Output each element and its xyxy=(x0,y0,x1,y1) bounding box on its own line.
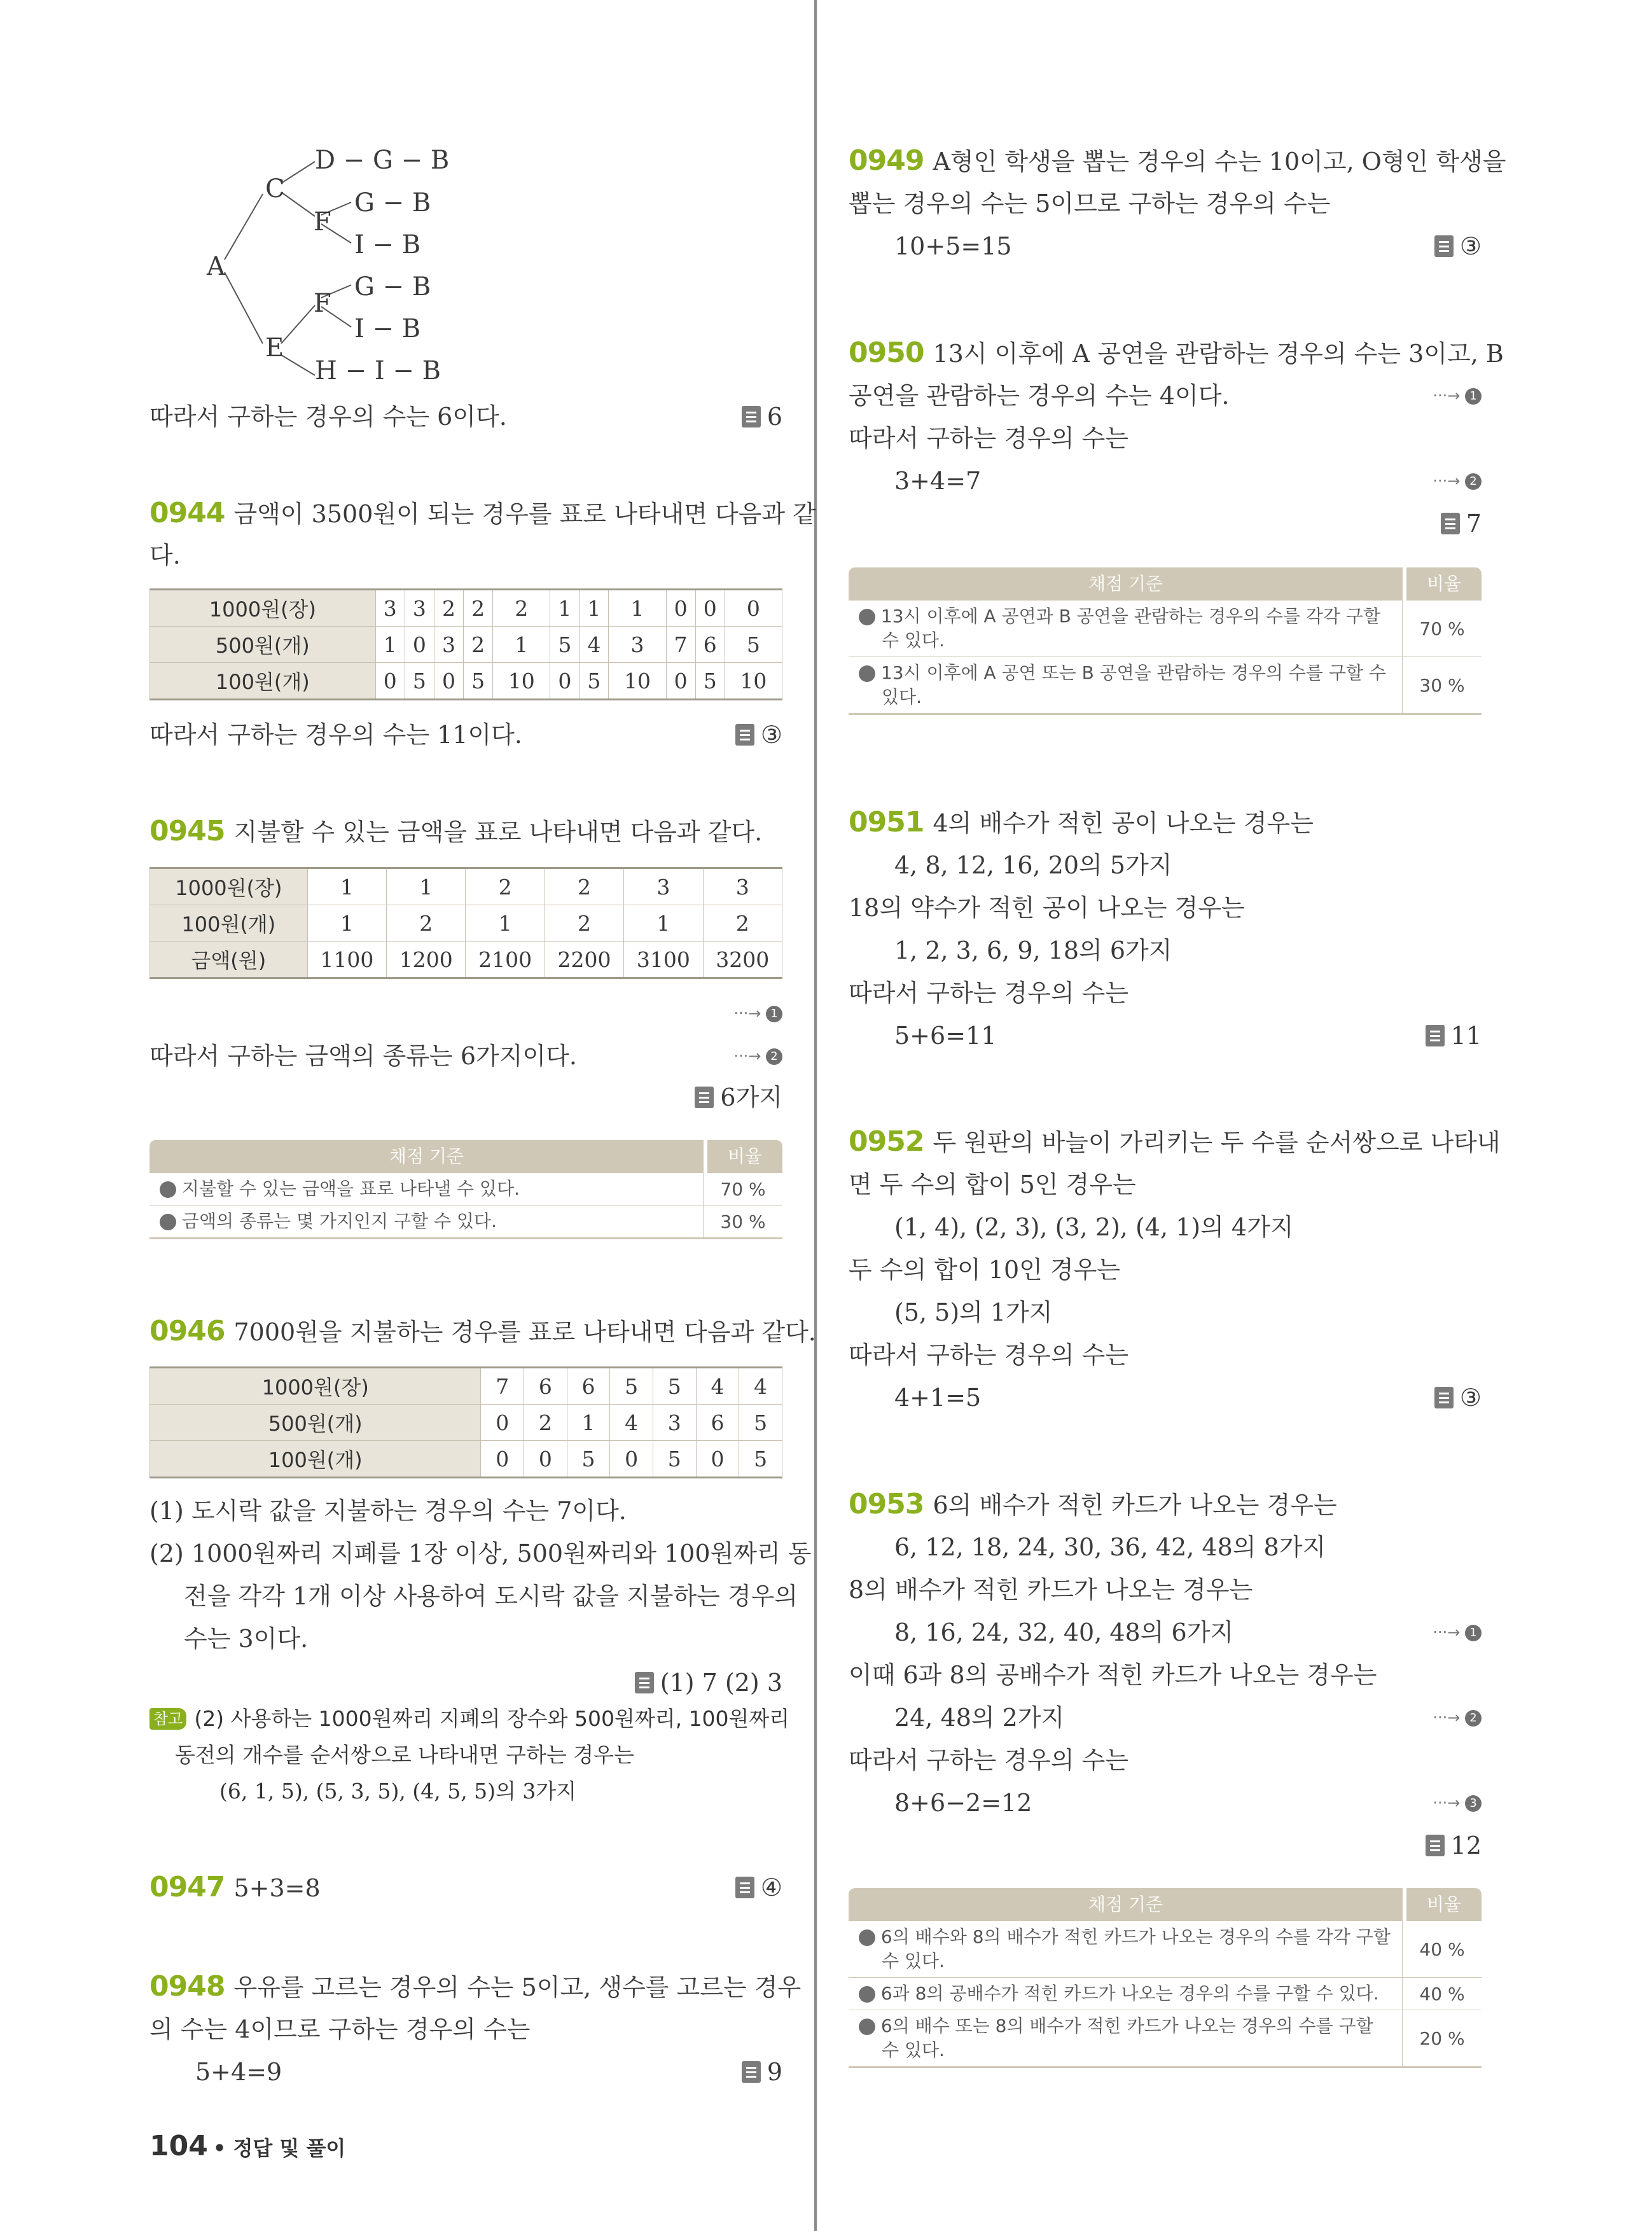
answer-icon xyxy=(742,406,761,427)
table-cell: 5 xyxy=(653,1368,696,1405)
table-cell: 10 xyxy=(725,663,782,700)
table-cell: 7 xyxy=(666,627,695,663)
table-cell: 0 xyxy=(725,590,782,627)
q0953-text: 24, 48의 2가지 xyxy=(894,1704,1065,1732)
table-cell: 2 xyxy=(434,590,463,627)
problem-number: 0950 xyxy=(849,337,924,369)
answer-icon xyxy=(1434,235,1454,257)
q0944-text: 0944 금액이 3500원이 되는 경우를 표로 나타내면 다음과 같 xyxy=(149,497,816,529)
tree-diagram xyxy=(188,134,633,394)
q0949-text: 0949 A형인 학생을 뽑는 경우의 수는 10이고, O형인 학생을 xyxy=(849,144,1506,177)
step-marker: ···→ 2 xyxy=(733,1040,782,1072)
q0953-answer: 12 xyxy=(1426,1830,1482,1861)
scoring-row: 2 6과 8의 공배수가 적힌 카드가 나오는 경우의 수를 구할 수 있다. 40 % xyxy=(849,1978,1482,2010)
scoring-header: 채점 기준 xyxy=(849,1888,1403,1921)
table-cell: 2 xyxy=(387,905,466,942)
q0945-answer: 6가지 xyxy=(695,1081,782,1113)
table-cell: 3 xyxy=(624,868,703,905)
table-cell: 1 xyxy=(609,590,666,627)
scoring-row: 2 13시 이후에 A 공연 또는 B 공연을 관람하는 경우의 수를 구할 수 있다. 30 % xyxy=(849,657,1482,715)
table-cell: 2 xyxy=(703,905,782,942)
column-divider xyxy=(814,0,817,2231)
scoring-row: 1 지불할 수 있는 금액을 표로 나타낼 수 있다. 70 % xyxy=(149,1173,782,1206)
table-cell: 0 xyxy=(610,1441,653,1478)
table-cell: 0 xyxy=(481,1405,524,1441)
ratio-header: 비율 xyxy=(1406,567,1482,601)
table-cell: 4 xyxy=(580,627,609,663)
q0952-text: (5, 5)의 1가지 xyxy=(894,1298,1053,1326)
step-marker: ···→ 2 xyxy=(1433,465,1482,497)
q0950-text: 따라서 구하는 경우의 수는 xyxy=(849,424,1129,452)
step-marker: ···→ 2 xyxy=(1433,1702,1482,1734)
problem-number: 0953 xyxy=(849,1488,924,1520)
problem-number: 0948 xyxy=(149,1970,225,2003)
note-badge: 참고 xyxy=(149,1708,186,1730)
table-cell: 1100 xyxy=(307,942,386,978)
table-cell: 1 xyxy=(567,1405,610,1441)
table-cell: 2 xyxy=(524,1405,567,1441)
scoring-row: 1 6의 배수와 8의 배수가 적힌 카드가 나오는 경우의 수를 각각 구할 수 있다. 40 % xyxy=(849,1921,1482,1978)
answer-icon xyxy=(1426,1025,1445,1046)
table-cell: 3 xyxy=(434,627,463,663)
q0946-part2: (2) 1000원짜리 지폐를 1장 이상, 500원짜리와 100원짜리 동 xyxy=(149,1539,812,1567)
table-cell: 1 xyxy=(375,627,405,663)
table-cell: 0 xyxy=(666,663,695,700)
scoring-header: 채점 기준 xyxy=(849,567,1403,601)
step-marker: ···→ 1 xyxy=(1433,1616,1482,1648)
tree-path: D − G − B xyxy=(315,146,450,175)
q0952-text: 두 수의 합이 10인 경우는 xyxy=(849,1256,1121,1284)
problem-number: 0949 xyxy=(849,144,924,177)
table-cell: 2 xyxy=(545,905,623,942)
tree-node-f: F xyxy=(314,289,331,318)
row-header: 500원(개) xyxy=(150,1405,481,1441)
table-cell: 5 xyxy=(580,663,609,700)
left-column xyxy=(149,0,816,2231)
tree-path: I − B xyxy=(354,314,421,344)
q0951-text: 18의 약수가 적힌 공이 나오는 경우는 xyxy=(849,894,1245,922)
table-cell: 5 xyxy=(464,663,493,700)
row-header: 1000원(장) xyxy=(150,868,308,905)
table-cell: 2 xyxy=(464,627,493,663)
table-cell: 3 xyxy=(653,1405,696,1441)
table-cell: 1 xyxy=(550,590,580,627)
table-cell: 6 xyxy=(695,627,725,663)
table-cell: 1 xyxy=(387,868,466,905)
table-cell: 0 xyxy=(481,1441,524,1478)
table-cell: 3 xyxy=(405,590,434,627)
q0947-text: 0947 5+3=8 xyxy=(149,1871,321,1903)
table-cell: 2 xyxy=(464,590,493,627)
table-cell: 1 xyxy=(493,627,550,663)
table-cell: 2 xyxy=(493,590,550,627)
answer-icon xyxy=(735,1877,754,1898)
table-cell: 5 xyxy=(695,663,725,700)
table-cell: 10 xyxy=(609,663,666,700)
q0945-table xyxy=(149,867,782,979)
q0953-text: 8의 배수가 적힌 카드가 나오는 경우는 xyxy=(849,1576,1253,1604)
q0946-note: 참고 (2) 사용하는 1000원짜리 지폐의 장수와 500원짜리, 100원짜리 xyxy=(149,1701,789,1737)
table-cell: 5 xyxy=(739,1441,782,1478)
q0948-answer: 9 xyxy=(742,2056,782,2088)
q0951-text: 0951 4의 배수가 적힌 공이 나오는 경우는 xyxy=(849,806,1314,838)
answer-icon xyxy=(1434,1387,1454,1408)
tree-path: I − B xyxy=(354,230,421,260)
q0949-answer: ③ xyxy=(1434,230,1482,262)
step-marker: ···→ 1 xyxy=(733,997,782,1029)
table-cell: 5 xyxy=(405,663,434,700)
q0951-text: 1, 2, 3, 6, 9, 18의 6가지 xyxy=(894,936,1172,964)
table-cell: 0 xyxy=(696,1441,739,1478)
q0946-part2: 수는 3이다. xyxy=(184,1625,309,1653)
tree-path: G − B xyxy=(354,188,431,218)
row-header: 1000원(장) xyxy=(150,590,376,627)
q0953-text: 8, 16, 24, 32, 40, 48의 6가지 xyxy=(894,1618,1234,1646)
table-row xyxy=(150,905,782,942)
tree-answer: 6 xyxy=(742,401,782,433)
table-cell: 1 xyxy=(466,905,545,942)
step-marker: ···→ 3 xyxy=(1433,1787,1482,1819)
page-footer xyxy=(149,2130,345,2162)
tree-root: A xyxy=(207,252,225,281)
q0950-text: 공연을 관람하는 경우의 수는 4이다. xyxy=(849,382,1230,410)
table-cell: 6 xyxy=(524,1368,567,1405)
problem-number: 0951 xyxy=(849,806,924,838)
q0952-text: 따라서 구하는 경우의 수는 xyxy=(849,1341,1129,1369)
q0953-text: 따라서 구하는 경우의 수는 xyxy=(849,1746,1129,1774)
table-cell: 3 xyxy=(375,590,405,627)
table-cell: 7 xyxy=(481,1368,524,1405)
problem-number: 0946 xyxy=(149,1315,225,1347)
q0944-conclusion: 따라서 구하는 경우의 수는 11이다. xyxy=(149,721,522,749)
answer-icon xyxy=(735,724,754,746)
table-cell: 4 xyxy=(696,1368,739,1405)
table-cell: 2 xyxy=(466,868,545,905)
q0945-conclusion: 따라서 구하는 금액의 종류는 6가지이다. xyxy=(149,1042,577,1070)
q0948-text: 의 수는 4이므로 구하는 경우의 수는 xyxy=(149,2015,531,2043)
table-row xyxy=(150,590,782,627)
table-cell: 0 xyxy=(434,663,463,700)
problem-number: 0945 xyxy=(149,815,225,847)
tree-path: H − I − B xyxy=(315,356,441,386)
row-header: 금액(원) xyxy=(150,942,308,978)
ratio-header: 비율 xyxy=(1406,1888,1482,1921)
q0953-equation: 8+6−2=12 xyxy=(894,1789,1032,1817)
q0948-equation: 5+4=9 xyxy=(195,2058,282,2086)
q0944-table xyxy=(149,588,782,700)
table-row xyxy=(150,868,782,905)
q0948-text: 0948 우유를 고르는 경우의 수는 5이고, 생수를 고르는 경우 xyxy=(149,1970,802,2003)
q0944-answer: ③ xyxy=(735,719,782,751)
answer-icon xyxy=(1441,513,1460,534)
scoring-row: 1 13시 이후에 A 공연과 B 공연을 관람하는 경우의 수를 각각 구할 수 있다. 70 % xyxy=(849,601,1482,657)
table-cell: 5 xyxy=(725,627,782,663)
table-cell: 6 xyxy=(567,1368,610,1405)
tree-node-c: C xyxy=(265,174,285,204)
table-row xyxy=(150,1405,782,1441)
q0953-scoring-table xyxy=(849,1888,1482,2068)
ratio-header: 비율 xyxy=(707,1140,782,1173)
q0946-answer: (1) 7 (2) 3 xyxy=(635,1667,782,1699)
q0949-text: 뽑는 경우의 수는 5이므로 구하는 경우의 수는 xyxy=(849,190,1331,218)
q0946-part2: 전을 각각 1개 이상 사용하여 도시락 값을 지불하는 경우의 xyxy=(184,1582,798,1610)
q0946-note: (6, 1, 5), (5, 3, 5), (4, 5, 5)의 3가지 xyxy=(219,1779,577,1804)
table-cell: 0 xyxy=(695,590,725,627)
q0953-text: 6, 12, 18, 24, 30, 36, 42, 48의 8가지 xyxy=(894,1533,1326,1561)
table-cell: 5 xyxy=(739,1405,782,1441)
q0952-text: (1, 4), (2, 3), (3, 2), (4, 1)의 4가지 xyxy=(894,1213,1294,1241)
table-cell: 3 xyxy=(609,627,666,663)
table-cell: 4 xyxy=(610,1405,653,1441)
table-row xyxy=(150,942,782,978)
table-cell: 6 xyxy=(696,1405,739,1441)
row-header: 100원(개) xyxy=(150,1441,481,1478)
row-header: 100원(개) xyxy=(150,905,308,942)
answer-icon xyxy=(742,2061,761,2083)
q0953-text: 이때 6과 8의 공배수가 적힌 카드가 나오는 경우는 xyxy=(849,1661,1377,1689)
tree-path: G − B xyxy=(354,272,431,302)
table-cell: 2100 xyxy=(466,942,545,978)
table-cell: 1 xyxy=(624,905,703,942)
answer-icon xyxy=(635,1672,654,1693)
table-cell: 0 xyxy=(666,590,695,627)
footer-title: • 정답 및 풀이 xyxy=(212,2136,346,2160)
table-cell: 10 xyxy=(493,663,550,700)
scoring-row: 2 금액의 종류는 몇 가지인지 구할 수 있다. 30 % xyxy=(149,1206,782,1239)
tree-node-f: F xyxy=(314,207,331,237)
problem-number: 0944 xyxy=(149,497,225,529)
q0946-note: 동전의 개수를 순서쌍으로 나타내면 구하는 경우는 xyxy=(175,1742,634,1767)
q0944-text: 다. xyxy=(149,541,181,569)
q0945-scoring-table xyxy=(149,1140,782,1239)
q0951-answer: 11 xyxy=(1426,1020,1482,1052)
q0950-equation: 3+4=7 xyxy=(894,467,982,495)
page-number: 104 xyxy=(149,2130,208,2162)
table-cell: 0 xyxy=(524,1441,567,1478)
table-cell: 3200 xyxy=(703,942,782,978)
q0951-text: 4, 8, 12, 16, 20의 5가지 xyxy=(894,851,1172,879)
table-cell: 0 xyxy=(550,663,580,700)
q0945-text: 0945 지불할 수 있는 금액을 표로 나타내면 다음과 같다. xyxy=(149,815,763,847)
table-row xyxy=(150,663,782,700)
scoring-header: 채점 기준 xyxy=(149,1140,704,1173)
q0950-scoring-table xyxy=(849,567,1482,715)
table-cell: 2200 xyxy=(545,942,623,978)
q0950-answer: 7 xyxy=(1441,508,1482,539)
q0952-answer: ③ xyxy=(1434,1382,1482,1414)
q0947-answer: ④ xyxy=(735,1872,782,1903)
tree-node-e: E xyxy=(265,333,284,363)
q0946-part1: (1) 도시락 값을 지불하는 경우의 수는 7이다. xyxy=(149,1497,627,1525)
right-column xyxy=(849,0,1506,2231)
q0950-text: 0950 13시 이후에 A 공연을 관람하는 경우의 수는 3이고, B xyxy=(849,337,1504,369)
row-header: 1000원(장) xyxy=(150,1368,481,1405)
q0952-text: 면 두 수의 합이 5인 경우는 xyxy=(849,1171,1136,1199)
problem-number: 0952 xyxy=(849,1125,924,1158)
table-row xyxy=(150,627,782,663)
step-marker: ···→ 1 xyxy=(1433,380,1482,412)
q0946-text: 0946 7000원을 지불하는 경우를 표로 나타내면 다음과 같다. xyxy=(149,1315,816,1347)
table-cell: 2 xyxy=(545,868,623,905)
problem-number: 0947 xyxy=(149,1871,225,1903)
table-cell: 5 xyxy=(550,627,580,663)
q0951-text: 따라서 구하는 경우의 수는 xyxy=(849,979,1129,1007)
q0952-equation: 4+1=5 xyxy=(894,1384,982,1412)
answer-icon xyxy=(1426,1835,1445,1856)
q0949-equation: 10+5=15 xyxy=(894,232,1012,260)
q0953-text: 0953 6의 배수가 적힌 카드가 나오는 경우는 xyxy=(849,1488,1337,1520)
table-cell: 1 xyxy=(580,590,609,627)
q0951-equation: 5+6=11 xyxy=(894,1022,997,1050)
table-cell: 5 xyxy=(610,1368,653,1405)
row-header: 100원(개) xyxy=(150,663,376,700)
table-cell: 0 xyxy=(405,627,434,663)
row-header: 500원(개) xyxy=(150,627,376,663)
q0952-text: 0952 두 원판의 바늘이 가리키는 두 수를 순서쌍으로 나타내 xyxy=(849,1125,1501,1158)
answer-icon xyxy=(695,1087,714,1108)
table-cell: 5 xyxy=(653,1441,696,1478)
table-cell: 4 xyxy=(739,1368,782,1405)
scoring-row: 3 6의 배수 또는 8의 배수가 적힌 카드가 나오는 경우의 수를 구할 수 있다. 20 % xyxy=(849,2010,1482,2068)
table-cell: 3100 xyxy=(624,942,703,978)
table-cell: 1200 xyxy=(387,942,466,978)
table-cell: 0 xyxy=(375,663,405,700)
table-row xyxy=(150,1441,782,1478)
table-cell: 1 xyxy=(307,868,386,905)
tree-conclusion: 따라서 구하는 경우의 수는 6이다. xyxy=(149,403,507,431)
q0946-table xyxy=(149,1366,782,1478)
table-cell: 3 xyxy=(703,868,782,905)
table-row xyxy=(150,1368,782,1405)
table-cell: 5 xyxy=(567,1441,610,1478)
table-cell: 1 xyxy=(307,905,386,942)
